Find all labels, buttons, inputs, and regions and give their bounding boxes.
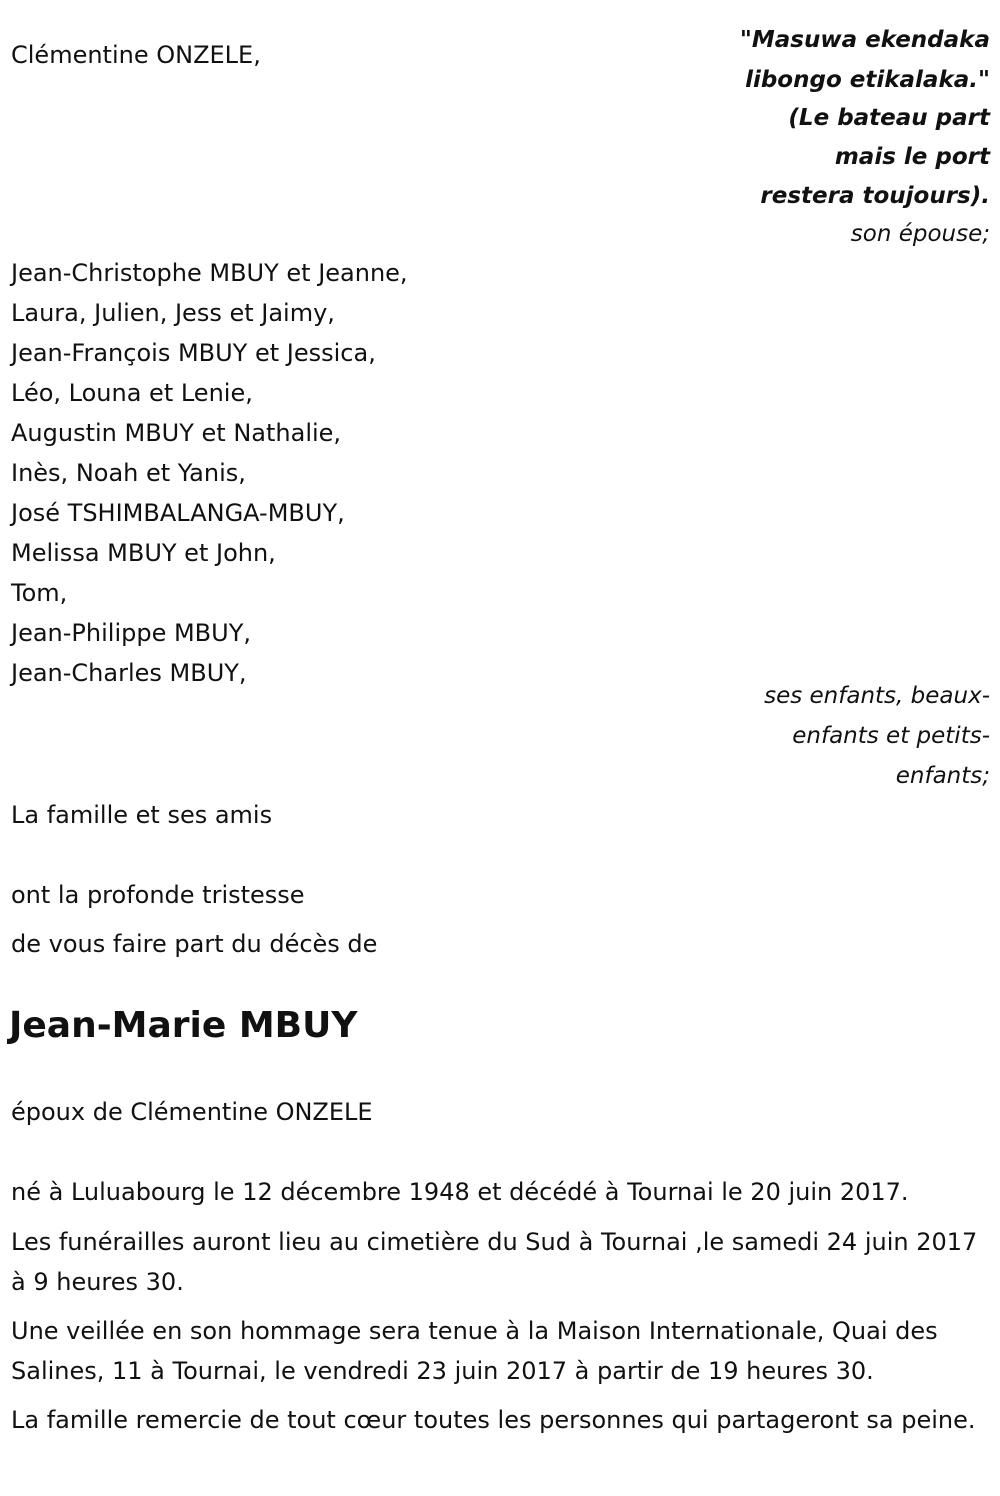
list-item: Melissa MBUY et John, xyxy=(11,539,276,567)
announcement-line: de vous faire part du décès de xyxy=(11,930,378,958)
children-role-line: enfants et petits- xyxy=(792,723,990,749)
list-item: Jean-Christophe MBUY et Jeanne, xyxy=(11,259,408,287)
list-item: Inès, Noah et Yanis, xyxy=(11,459,246,487)
list-item: Léo, Louna et Lenie, xyxy=(11,379,253,407)
deceased-spouse-line: époux de Clémentine ONZELE xyxy=(11,1098,373,1126)
quote-line: "Masuwa ekendaka xyxy=(739,27,990,53)
list-item: Jean-François MBUY et Jessica, xyxy=(11,339,376,367)
funeral-paragraph: Les funérailles auront lieu au cimetière du Sud à Tournai ,le samedi 24 juin 2017 à 9 heures 30. xyxy=(11,1228,978,1296)
children-role-line: ses enfants, beaux- xyxy=(764,683,990,709)
children-role-line: enfants; xyxy=(895,763,990,789)
birth-death-paragraph: né à Luluabourg le 12 décembre 1948 et décédé à Tournai le 20 juin 2017. xyxy=(11,1178,909,1206)
list-item: Augustin MBUY et Nathalie, xyxy=(11,419,342,447)
spouse-name: Clémentine ONZELE, xyxy=(11,41,261,69)
quote-line: (Le bateau part xyxy=(788,105,990,131)
list-item: Jean-Philippe MBUY, xyxy=(11,619,251,647)
deceased-name: Jean-Marie MBUY xyxy=(9,1005,358,1046)
quote-line: mais le port xyxy=(834,144,990,170)
quote-line: restera toujours). xyxy=(760,183,990,209)
family-friends: La famille et ses amis xyxy=(11,801,273,829)
announcement-line: ont la profonde tristesse xyxy=(11,881,305,909)
list-item: Laura, Julien, Jess et Jaimy, xyxy=(11,299,335,327)
spouse-role: son épouse; xyxy=(850,221,990,247)
list-item: Jean-Charles MBUY, xyxy=(11,659,247,687)
list-item: José TSHIMBALANGA-MBUY, xyxy=(11,499,345,527)
thanks-paragraph: La famille remercie de tout cœur toutes les personnes qui partageront sa peine. xyxy=(11,1406,976,1434)
vigil-paragraph: Une veillée en son hommage sera tenue à la Maison Internationale, Quai des Salines, 11 à Tournai, le vendredi 23 juin 2017 à partir de 19 heures 30. xyxy=(11,1317,938,1385)
quote-line: libongo etikalaka." xyxy=(745,67,990,93)
list-item: Tom, xyxy=(11,579,68,607)
